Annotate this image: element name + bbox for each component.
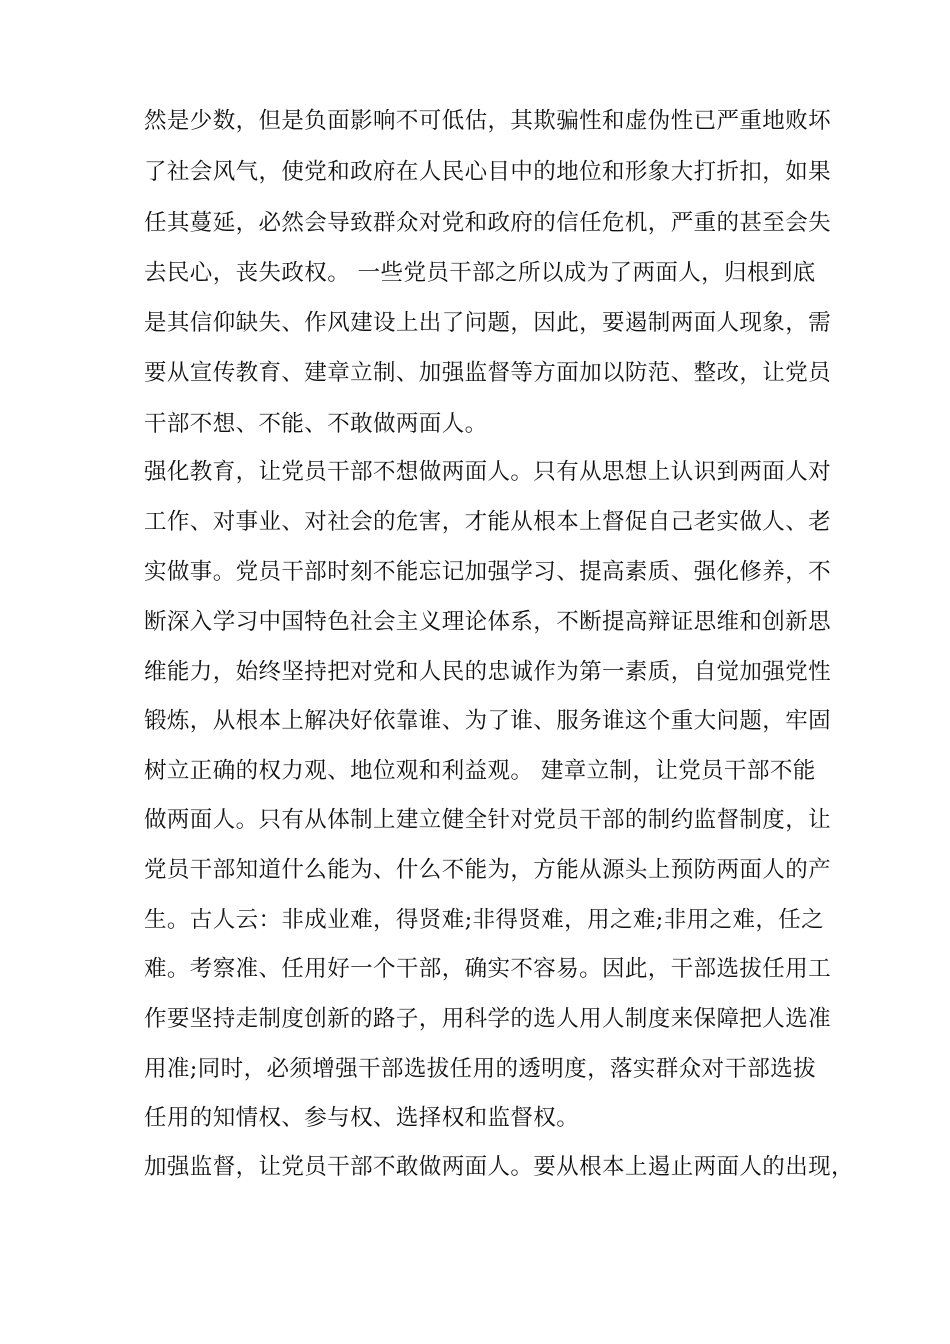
text-line: 是其信仰缺失、作风建设上出了问题，因此，要遏制两面人现象，需	[144, 310, 832, 336]
text-line: 要从宣传教育、建章立制、加强监督等方面加以防范、整改，让党员	[144, 360, 832, 386]
text-line: 任其蔓延，必然会导致群众对党和政府的信任危机，严重的甚至会失	[144, 210, 832, 236]
text-line: 树立正确的权力观、地位观和利益观。 建章立制，让党员干部不能	[144, 758, 816, 784]
text-line: 任用的知情权、参与权、选择权和监督权。	[144, 1105, 580, 1131]
text-line: 实做事。党员干部时刻不能忘记加强学习、提高素质、强化修养，不	[144, 559, 832, 585]
text-line: 断深入学习中国特色社会主义理论体系，不断提高辩证思维和创新思	[144, 609, 832, 635]
text-line: 生。古人云：非成业难，得贤难;非得贤难，用之难;非用之难，任之	[144, 907, 825, 933]
text-line: 党员干部知道什么能为、什么不能为，方能从源头上预防两面人的产	[144, 857, 832, 883]
text-line: 强化教育，让党员干部不想做两面人。只有从思想上认识到两面人对	[144, 459, 832, 485]
text-line: 锻炼，从根本上解决好依靠谁、为了谁、服务谁这个重大问题，牢固	[144, 708, 832, 734]
text-line: 做两面人。只有从体制上建立健全针对党员干部的制约监督制度，让	[144, 807, 832, 833]
text-line: 去民心，丧失政权。 一些党员干部之所以成为了两面人，归根到底	[144, 260, 816, 286]
text-line: 干部不想、不能、不敢做两面人。	[144, 411, 488, 437]
text-line: 作要坚持走制度创新的路子，用科学的选人用人制度来保障把人选准	[144, 1006, 832, 1032]
text-line: 工作、对事业、对社会的危害，才能从根本上督促自己老实做人、老	[144, 509, 832, 535]
text-line: 了社会风气，使党和政府在人民心目中的地位和形象大打折扣，如果	[144, 159, 832, 185]
text-line: 维能力，始终坚持把对党和人民的忠诚作为第一素质，自觉加强党性	[144, 659, 832, 685]
text-line: 用准;同时，必须增强干部选拔任用的透明度，落实群众对干部选拔	[144, 1056, 817, 1082]
text-line: 然是少数，但是负面影响不可低估，其欺骗性和虚伪性已严重地败坏	[144, 108, 832, 134]
text-line: 难。考察准、任用好一个干部，确实不容易。因此，干部选拔任用工	[144, 956, 832, 982]
text-line: 加强监督，让党员干部不敢做两面人。要从根本上遏止两面人的出现，	[144, 1154, 854, 1180]
